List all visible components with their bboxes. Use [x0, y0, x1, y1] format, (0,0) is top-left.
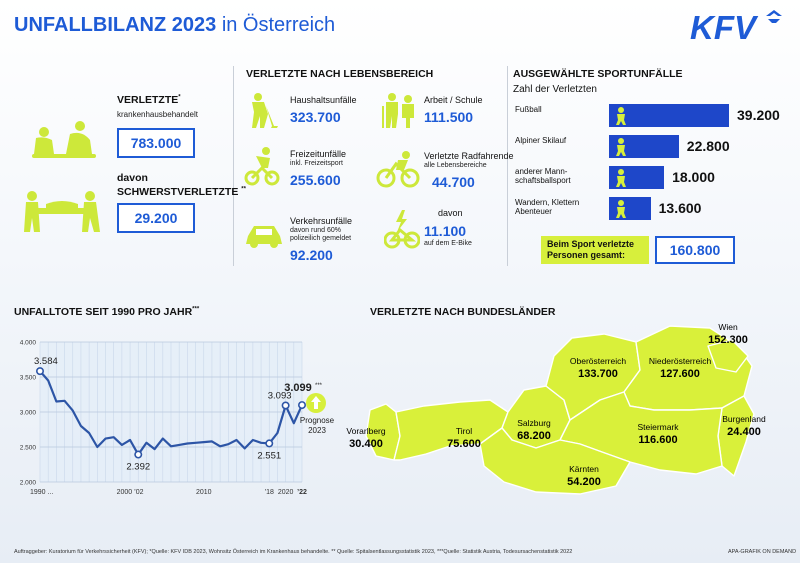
sports-bar-row: [513, 100, 793, 131]
household-icon: [244, 92, 280, 130]
injured-sub: krankenhausbehandelt: [117, 110, 198, 119]
y-tick-label: 2.500: [19, 444, 36, 452]
kfv-logo: [688, 8, 786, 44]
lifearea-traffic-value: 92.200: [290, 247, 333, 263]
leisure-icon: [244, 146, 280, 188]
work-school-icon: [382, 92, 418, 130]
state-name-label: Wien: [718, 322, 738, 332]
x-tick-label: 1990 ...: [30, 489, 54, 496]
state-name-label: Salzburg: [517, 418, 551, 428]
lifearea-heading: VERLETZTE NACH LEBENSBEREICH: [246, 68, 434, 80]
data-label-sup: ***: [315, 383, 323, 390]
sports-bar-row: [513, 193, 793, 224]
eagle-icon: [766, 10, 782, 23]
sports-bar-category: anderer Mann- schaftsballsport: [515, 167, 571, 186]
lifearea-leisure-note: inkl. Freizeitsport: [290, 160, 343, 167]
state-name-label: Oberösterreich: [569, 356, 627, 366]
lifearea-ebike-value: 11.100: [424, 223, 467, 239]
page-title: UNFALLBILANZ 2023 in Österreich: [14, 14, 336, 36]
deaths-line-chart: [10, 330, 340, 502]
state-value-label: 127.600: [660, 368, 700, 380]
deaths-heading: UNFALLTOTE SEIT 1990 PRO JAHR***: [14, 306, 200, 318]
data-label: 2.392: [126, 461, 151, 473]
sports-bar-row: [513, 162, 793, 193]
state-value-label: 75.600: [447, 438, 481, 450]
divider-right: [507, 66, 508, 266]
stretcher-icon: [22, 190, 102, 234]
car-icon: [244, 222, 284, 250]
state-value-label: 30.400: [349, 438, 383, 450]
lifearea-cyclist-label: Verletzte Radfahrende: [424, 151, 514, 161]
x-tick-label: 2010: [195, 489, 212, 496]
states-heading: VERLETZTE NACH BUNDESLÄNDER: [370, 306, 556, 318]
sports-bar-value: 18.000: [672, 169, 715, 185]
lifearea-leisure-value: 255.600: [290, 172, 341, 188]
x-tick-label: ’18: [264, 489, 274, 496]
sports-total-value: 160.800: [655, 236, 735, 264]
x-tick-label: 2000 ’02: [116, 489, 144, 496]
state-value-label: 68.200: [517, 430, 551, 442]
injured-label: VERLETZTE*: [117, 94, 181, 106]
ebike-icon: [384, 210, 420, 250]
x-tick-label: ’22: [297, 489, 307, 496]
sport-figure-icon: [611, 199, 631, 219]
severe-value: 29.200: [117, 203, 195, 233]
sports-bar-value: 13.600: [658, 200, 702, 216]
y-tick-label: 3.500: [19, 374, 36, 382]
x-tick-label: 2020: [277, 489, 294, 496]
data-label: 3.099: [284, 382, 312, 395]
sports-bar-row: [513, 131, 793, 162]
austria-map: [340, 316, 780, 506]
lifearea-leisure-label: Freizeitunfälle: [290, 149, 347, 159]
lifearea-work-label: Arbeit / Schule: [424, 95, 483, 105]
lifearea-cyclist-value: 44.700: [432, 174, 475, 190]
state-value-label: 24.400: [727, 426, 761, 438]
footer-credit: APA-GRAFIK ON DEMAND: [728, 549, 797, 555]
cyclist-icon: [376, 150, 420, 190]
footer-source: Auftraggeber: Kuratorium für Verkehrssicherheit (KFV); *Quelle: KFV IDB 2023, Wohnsitz Österreich im Krankenhaus behandelte. ** Quelle: Spitalsentlassungsstatistik 2023, ***Quelle: Statistik Austria, Todesursachenstatistik 2022: [14, 549, 573, 555]
y-tick-label: 4.000: [19, 339, 36, 347]
sports-bar-category: Alpiner Skilauf: [515, 136, 567, 145]
state-value-label: 54.200: [567, 476, 601, 488]
data-label: 3.584: [34, 356, 58, 368]
sports-bar-chart: [513, 100, 793, 226]
injured-people-icon: [30, 118, 102, 162]
state-name-label: Tirol: [455, 426, 473, 436]
state-value-label: 133.700: [578, 368, 618, 380]
lifearea-work-value: 111.500: [424, 109, 474, 125]
sports-bar-value: 39.200: [737, 107, 780, 123]
lifearea-household-value: 323.700: [290, 109, 341, 125]
data-point-marker: [266, 440, 272, 446]
forecast-label: Prognose 2023: [299, 416, 335, 436]
lifearea-household-label: Haushaltsunfälle: [290, 95, 357, 105]
data-point-marker: [37, 368, 43, 374]
lifearea-cyclist-note: alle Lebensbereiche: [424, 162, 487, 169]
state-name-label: Kärnten: [569, 464, 599, 474]
state-value-label: 152.300: [708, 334, 748, 346]
state-name-label: Steiermark: [637, 422, 679, 432]
state-value-label: 116.600: [638, 434, 678, 446]
lifearea-ebike-label: davon: [438, 208, 463, 218]
lifearea-ebike-note: auf dem E-Bike: [424, 240, 472, 247]
sport-figure-icon: [611, 168, 631, 188]
sports-bar-value: 22.800: [686, 138, 730, 154]
data-label: 2.551: [257, 450, 282, 462]
sports-total-label: Beim Sport verletzte Personen gesamt:: [541, 236, 649, 264]
state-name-label: Vorarlberg: [346, 426, 386, 436]
data-label: 3.093: [267, 390, 292, 402]
lifearea-traffic-note: davon rund 60% polizeilich gemeldet: [290, 227, 352, 243]
lifearea-traffic-label: Verkehrsunfälle: [290, 216, 353, 226]
state-name-label: Niederösterreich: [648, 356, 712, 366]
sports-bar-category: Wandern, Klettern Abenteuer: [515, 198, 580, 217]
divider-left: [233, 66, 234, 266]
data-point-marker: [282, 402, 288, 408]
state-name-label: Burgenland: [722, 414, 766, 424]
logo-text: KFV: [690, 9, 756, 44]
y-tick-label: 3.000: [19, 409, 36, 417]
sports-subheading: Zahl der Verletzten: [513, 84, 597, 95]
data-point-marker: [135, 451, 141, 457]
y-tick-label: 2.000: [19, 479, 36, 487]
sports-heading: AUSGEWÄHLTE SPORTUNFÄLLE: [513, 68, 683, 80]
sport-figure-icon: [611, 137, 631, 157]
severe-label: davon SCHWERSTVERLETZTE **: [117, 172, 246, 198]
sports-bar-category: Fußball: [515, 105, 542, 114]
injured-value: 783.000: [117, 128, 195, 158]
sport-figure-icon: [611, 106, 631, 126]
forecast-arrow-icon: [305, 392, 327, 414]
